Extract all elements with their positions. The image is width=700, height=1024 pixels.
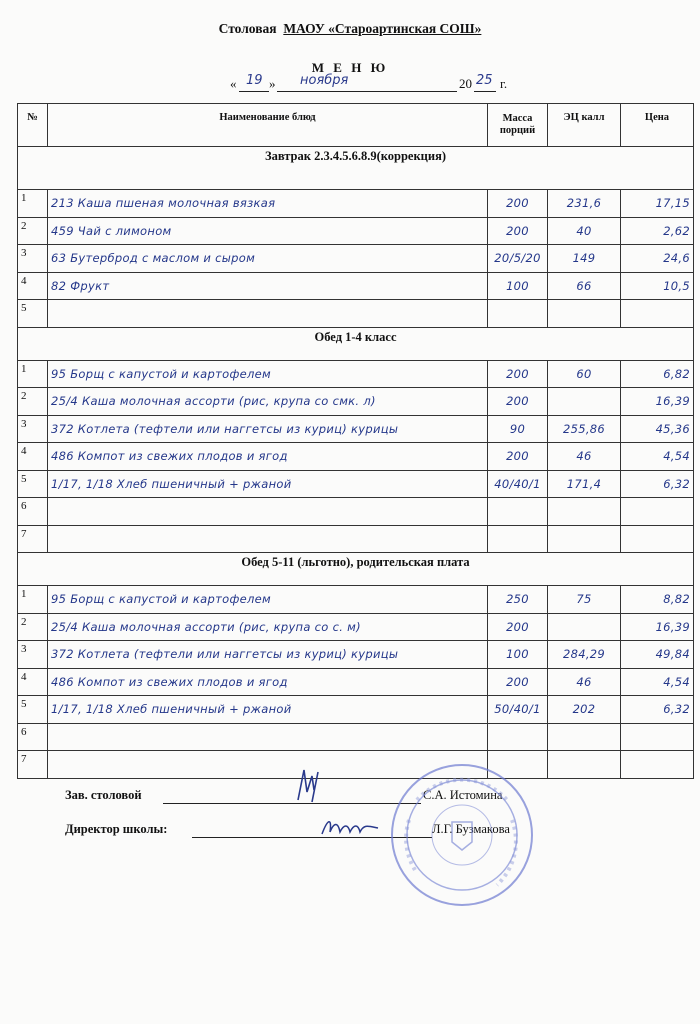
energy-value: 75	[548, 586, 621, 614]
cafeteria-head-name: С.А. Истомина	[423, 788, 503, 802]
portion-mass: 200	[488, 360, 548, 388]
portion-mass: 100	[488, 272, 548, 300]
row-number: 5	[18, 470, 48, 498]
date-line	[230, 73, 590, 96]
energy-value: 149	[548, 245, 621, 273]
date-month: ноября	[300, 73, 349, 88]
table-row	[18, 613, 694, 641]
price: 10,5	[621, 272, 694, 300]
row-number: 2	[18, 217, 48, 245]
dish-name	[48, 300, 488, 328]
director-name: Л.Г. Бузмакова	[432, 822, 510, 836]
dish-name: 1/17, 1/18 Хлеб пшеничный + ржаной	[48, 470, 488, 498]
dish-name: 372 Котлета (тефтели или наггетсы из куриц) курицы	[48, 415, 488, 443]
price: 8,82	[621, 586, 694, 614]
price: 6,32	[621, 696, 694, 724]
portion-mass	[488, 498, 548, 526]
energy-value: 231,6	[548, 190, 621, 218]
table-row	[18, 751, 694, 779]
table-row	[18, 498, 694, 526]
year-prefix: 20	[459, 76, 472, 91]
table-row	[18, 586, 694, 614]
energy-value: 255,86	[548, 415, 621, 443]
col-header-dish: Наименование блюд	[48, 104, 488, 147]
dish-name: 95 Борщ с капустой и картофелем	[48, 586, 488, 614]
table-row	[18, 470, 694, 498]
col-header-price: Цена	[621, 104, 694, 147]
menu-heading: М Е Н Ю	[311, 60, 389, 75]
row-number: 3	[18, 415, 48, 443]
energy-value	[548, 498, 621, 526]
row-number: 2	[18, 388, 48, 416]
portion-mass: 20/5/20	[488, 245, 548, 273]
section-header-row	[18, 327, 694, 360]
energy-value: 46	[548, 668, 621, 696]
row-number: 4	[18, 272, 48, 300]
year-underline	[474, 91, 496, 92]
portion-mass: 50/40/1	[488, 696, 548, 724]
row-number: 1	[18, 360, 48, 388]
date-quote-open: «	[230, 76, 237, 91]
date-day: 19	[246, 73, 263, 88]
section-header-row	[18, 553, 694, 586]
menu-table	[17, 103, 694, 779]
row-number: 4	[18, 443, 48, 471]
dish-name: 1/17, 1/18 Хлеб пшеничный + ржаной	[48, 696, 488, 724]
row-number: 2	[18, 613, 48, 641]
portion-mass	[488, 525, 548, 553]
price: 4,54	[621, 668, 694, 696]
document-title	[0, 21, 700, 37]
section-title: Обед 5-11 (льготно), родительская плата	[18, 553, 694, 586]
price: 49,84	[621, 641, 694, 669]
row-number: 6	[18, 498, 48, 526]
date-quote-close: »	[269, 76, 276, 91]
portion-mass: 100	[488, 641, 548, 669]
price: 45,36	[621, 415, 694, 443]
menu-table-body	[18, 147, 694, 779]
table-row	[18, 415, 694, 443]
month-underline	[277, 91, 457, 92]
row-number: 6	[18, 723, 48, 751]
portion-mass: 40/40/1	[488, 470, 548, 498]
energy-value	[548, 300, 621, 328]
dish-name: 213 Каша пшеная молочная вязкая	[48, 190, 488, 218]
portion-mass: 200	[488, 613, 548, 641]
title-organization: МАОУ «Староартинская СОШ»	[283, 21, 482, 36]
cafeteria-signature-scribble	[290, 762, 340, 804]
table-header-row	[18, 104, 694, 147]
table-row	[18, 641, 694, 669]
energy-value: 46	[548, 443, 621, 471]
portion-mass: 200	[488, 388, 548, 416]
dish-name	[48, 723, 488, 751]
price	[621, 300, 694, 328]
energy-value	[548, 388, 621, 416]
col-header-number: №	[18, 104, 48, 147]
portion-mass: 90	[488, 415, 548, 443]
dish-name: 459 Чай с лимоном	[48, 217, 488, 245]
energy-value: 60	[548, 360, 621, 388]
row-number: 1	[18, 190, 48, 218]
table-row	[18, 525, 694, 553]
energy-value: 40	[548, 217, 621, 245]
table-row	[18, 388, 694, 416]
row-number: 5	[18, 696, 48, 724]
energy-value: 202	[548, 696, 621, 724]
title-prefix: Столовая	[218, 21, 277, 36]
year-suffix: 25	[476, 73, 493, 88]
dish-name: 63 Бутерброд с маслом и сыром	[48, 245, 488, 273]
energy-value: 171,4	[548, 470, 621, 498]
dish-name: 25/4 Каша молочная ассорти (рис, крупа со с. м)	[48, 613, 488, 641]
portion-mass: 200	[488, 190, 548, 218]
table-row	[18, 443, 694, 471]
price: 4,54	[621, 443, 694, 471]
price: 16,39	[621, 388, 694, 416]
day-underline	[239, 91, 269, 92]
dish-name: 372 Котлета (тефтели или наггетсы из куриц) курицы	[48, 641, 488, 669]
portion-mass: 200	[488, 668, 548, 696]
price: 2,62	[621, 217, 694, 245]
director-signature-scribble	[318, 814, 382, 840]
energy-value: 284,29	[548, 641, 621, 669]
col-header-kcal: ЭЦ калл	[548, 104, 621, 147]
price	[621, 498, 694, 526]
energy-value: 66	[548, 272, 621, 300]
table-row	[18, 217, 694, 245]
year-unit: г.	[500, 76, 508, 91]
section-header-row	[18, 147, 694, 190]
table-row	[18, 245, 694, 273]
row-number: 5	[18, 300, 48, 328]
energy-value	[548, 525, 621, 553]
table-row	[18, 360, 694, 388]
dish-name: 95 Борщ с капустой и картофелем	[48, 360, 488, 388]
price: 24,6	[621, 245, 694, 273]
table-row	[18, 696, 694, 724]
director-label: Директор школы:	[65, 822, 168, 836]
dish-name: 25/4 Каша молочная ассорти (рис, крупа со смк. л)	[48, 388, 488, 416]
portion-mass	[488, 300, 548, 328]
col-header-mass: Масса порций	[488, 104, 548, 147]
table-row	[18, 300, 694, 328]
row-number: 7	[18, 525, 48, 553]
row-number: 3	[18, 245, 48, 273]
price: 16,39	[621, 613, 694, 641]
school-stamp	[387, 760, 537, 910]
portion-mass: 200	[488, 443, 548, 471]
row-number: 7	[18, 751, 48, 779]
portion-mass: 250	[488, 586, 548, 614]
portion-mass	[488, 723, 548, 751]
cafeteria-head-label: Зав. столовой	[65, 788, 142, 802]
energy-value	[548, 723, 621, 751]
price: 17,15	[621, 190, 694, 218]
table-row	[18, 272, 694, 300]
price: 6,82	[621, 360, 694, 388]
energy-value	[548, 751, 621, 779]
price	[621, 525, 694, 553]
row-number: 1	[18, 586, 48, 614]
dish-name: 82 Фрукт	[48, 272, 488, 300]
dish-name: 486 Компот из свежих плодов и ягод	[48, 668, 488, 696]
energy-value	[548, 613, 621, 641]
price: 6,32	[621, 470, 694, 498]
table-row	[18, 668, 694, 696]
section-title: Обед 1-4 класс	[18, 327, 694, 360]
dish-name	[48, 525, 488, 553]
section-title: Завтрак 2.3.4.5.6.8.9(коррекция)	[18, 147, 694, 190]
price	[621, 751, 694, 779]
table-row	[18, 723, 694, 751]
row-number: 4	[18, 668, 48, 696]
row-number: 3	[18, 641, 48, 669]
price	[621, 723, 694, 751]
portion-mass: 200	[488, 217, 548, 245]
dish-name	[48, 498, 488, 526]
dish-name: 486 Компот из свежих плодов и ягод	[48, 443, 488, 471]
table-row	[18, 190, 694, 218]
